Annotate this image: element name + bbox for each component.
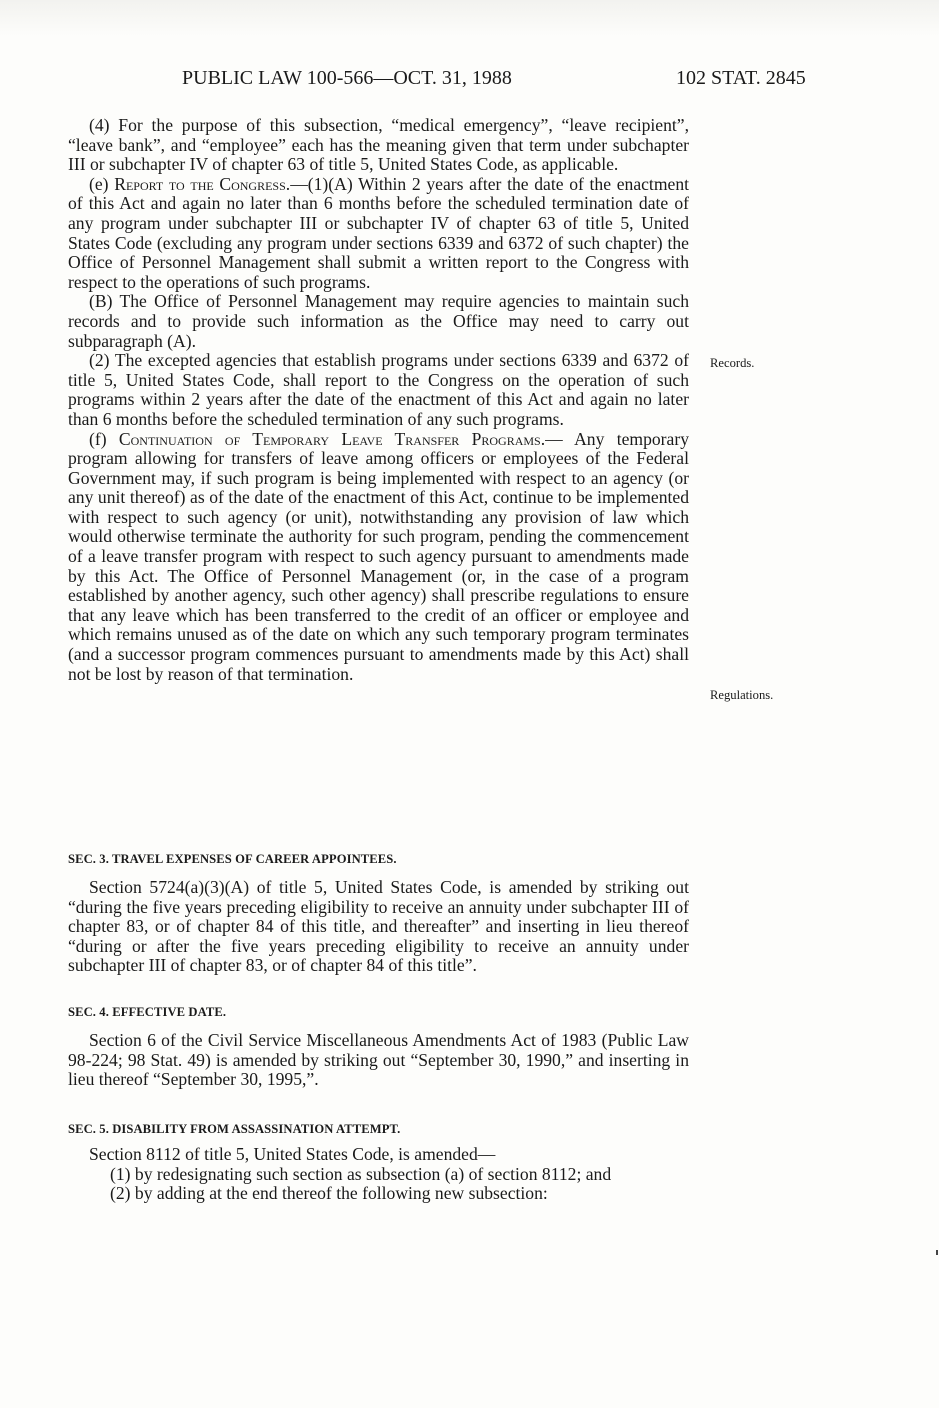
paragraph-f — [68, 430, 689, 685]
section-5-item-1-text: (1) by redesignating such section as subsection (a) of section 8112; and — [110, 1163, 612, 1184]
section-4-block — [68, 1031, 689, 1090]
section-3-block — [68, 878, 689, 976]
running-header-title: PUBLIC LAW 100-566—OCT. 31, 1988 — [182, 67, 512, 89]
section-3-body: Section 5724(a)(3)(A) of title 5, United States Code, is amended by striking out “during the five years preceding eligibility to receive an annuity under subchapter III of chapter 83, or of chapter 84 of this title, and thereafter” and inserting in lieu thereof “during or after the five years preceding eligibility to receive an annuity under subchapter III of chapter 83, or of chapter 84 of this title”. — [68, 877, 689, 976]
section-5-block — [68, 1145, 689, 1204]
section-4-body: Section 6 of the Civil Service Miscellaneous Amendments Act of 1983 (Public Law 98-224; 98 Stat. 49) is amended by striking out “September 30, 1990,” and inserting in lieu thereof “September 30, 1995,”. — [68, 1030, 689, 1090]
section-3-heading: SEC. 3. TRAVEL EXPENSES OF CAREER APPOINTEES. — [68, 852, 397, 866]
running-header-stat-page: 102 STAT. 2845 — [676, 67, 806, 89]
paragraph-e-body: —(1)(A) Within 2 years after the date of the enactment of this Act and again no later than 6 months before the scheduled termination date of any program under subchapter III or subchapter IV of chapter 63 of title 5, United States Code (excluding any program under sections 6339 and 6372 of such chapter) the Office of Personnel Management shall submit a written report to the Congress with respect to the operations of such programs. — [68, 173, 690, 292]
section-5-item-2: (2) by adding at the end thereof the following new subsection: — [110, 1183, 548, 1204]
paragraph-e-heading: Report to the Congress. — [114, 173, 291, 194]
section-4-heading: SEC. 4. EFFECTIVE DATE. — [68, 1005, 227, 1019]
paragraph-f-label: (f) — [89, 428, 107, 449]
paragraph-e-label: (e) — [89, 173, 109, 194]
section-5-item-1 — [68, 1165, 689, 1185]
section-5-intro: Section 8112 of title 5, United States Code, is amended— — [89, 1144, 496, 1164]
section-5-heading: SEC. 5. DISABILITY FROM ASSASSINATION ATTEMPT. — [68, 1122, 401, 1136]
body-block-1 — [68, 116, 689, 684]
paragraph-f-heading: Continuation of Temporary Leave Transfer Programs. — [118, 428, 546, 449]
scan-speck — [936, 1250, 938, 1255]
paragraph-f-body: — Any temporary program allowing for transfers of leave among officers or employees of the Federal Government may, if such program is being implemented with respect to an agency (or any unit thereof) as of the date of the enactment of this Act, continue to be implemented with respect to such agency (or unit), notwithstanding any provision of law which would otherwise terminate the authority for such program, pending the commencement of a leave transfer program with respect to such agency pursuant to amendments made by this Act. The Office of Personnel Management (or, in the case of a program established by another agency, such other agency) shall prescribe regulations to ensure that any leave which has been transferred to the credit of an officer or employee and which remains unused as of the date on which any such temporary program terminates (and a successor program commences pursuant to amendments made by this Act) shall not be lost by reason of that termination. — [68, 428, 689, 684]
paragraph-e — [68, 175, 689, 293]
paragraph-b: (B) The Office of Personnel Management may require agencies to maintain such records and to provide such information as the Office may need to carry out subparagraph (A). — [68, 291, 689, 351]
paragraph-4: (4) For the purpose of this subsection, “medical emergency”, “leave recipient”, “leave bank”, and “employee” each has the meaning given that term under subchapter III or subchapter IV of chapter 63 of title 5, United States Code, as applicable. — [68, 115, 689, 175]
scan-shadow — [0, 0, 939, 36]
paragraph-2: (2) The excepted agencies that establish programs under sections 6339 and 6372 of title 5, United States Code, shall report to the Congress on the operation of such programs within 2 years after the date of the enactment of this Act and again no later than 6 months before the scheduled termination of any such programs. — [68, 350, 689, 429]
margin-note-regulations: Regulations. — [710, 688, 774, 702]
margin-note-records: Records. — [710, 356, 755, 370]
